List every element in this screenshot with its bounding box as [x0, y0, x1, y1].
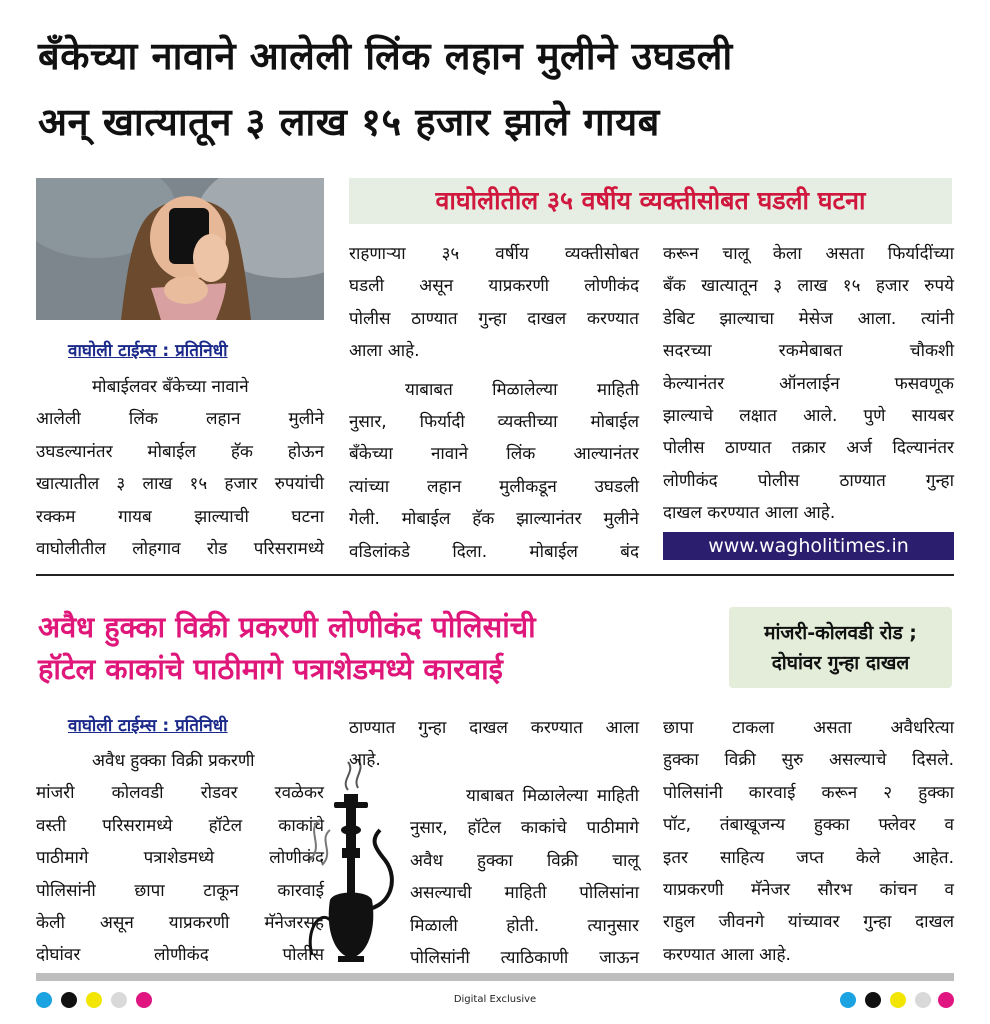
yellow-dot: [890, 992, 906, 1008]
text-line: याप्रकरणी मॅनेजर सौरभ कांचन व: [663, 880, 954, 901]
article-2-column-2: [349, 712, 639, 777]
byline-1-text: वाघोली टाईम्स : प्रतिनिधी: [68, 341, 228, 361]
text-line: पाठीमागे पत्राशेडमध्ये लोणीकंद: [36, 848, 324, 869]
headline-2-line1: अवैध हुक्का विक्री प्रकरणी लोणीकंद पोलिसांची: [38, 610, 536, 644]
hookah-icon: [300, 760, 410, 965]
text-line: पोलीस ठाण्यात तक्रार अर्ज दिल्यानंतर: [663, 438, 954, 459]
text-line: याबाबत मिळालेल्या माहिती: [405, 379, 639, 400]
text-line: बँक खात्यातून ३ लाख १५ हजार रुपये: [663, 276, 954, 297]
text-line: असल्याची माहिती पोलिसांना: [410, 883, 639, 904]
text-line: सदरच्या रकमेबाबत चौकशी: [663, 341, 954, 362]
text-line: राहणाऱ्या ३५ वर्षीय व्यक्तीसोबत: [349, 244, 639, 264]
text-line: मांजरी कोलवडी रोडवर रवळेकर: [36, 783, 324, 804]
text-line: हुक्का विक्री सुरु असल्याचे दिसले.: [663, 750, 954, 771]
text-line: बँकेच्या नावाने लिंक आल्यानंतर: [349, 444, 639, 465]
text-line: करण्यात आला आहे.: [663, 944, 791, 965]
headline-1-line1: बँकेच्या नावाने आलेली लिंक लहान मुलीने उघडली: [38, 34, 733, 78]
text-line: केली असून याप्रकरणी मॅनेजरसह: [36, 913, 324, 934]
text-line: आहे.: [349, 750, 381, 771]
byline-1: [68, 338, 228, 361]
subheadline-1: वाघोलीतील ३५ वर्षीय व्यक्तीसोबत घडली घटना: [349, 178, 952, 224]
text-line: अवैध हुक्का विक्री चालू: [410, 850, 639, 871]
yellow-dot: [86, 992, 102, 1008]
photo-illustration: [36, 178, 324, 320]
text-line: त्यांच्या लहान मुलीकडून उघडली: [349, 476, 639, 497]
text-line: पोलिसांनी छापा टाकून कारवाई: [36, 880, 324, 901]
text-line: वाघोलीतील लोहगाव रोड परिसरामध्ये: [36, 539, 324, 560]
text-line: आलेली लिंक लहान मुलीने: [36, 409, 324, 430]
headline-2-line2: हॉटेल काकांचे पाठीमागे पत्राशेडमध्ये कारवाई: [38, 652, 503, 686]
text-line: उघडल्यानंतर मोबाईल हॅक होऊन: [36, 441, 324, 462]
text-line: अवैध हुक्का विक्री प्रकरणी: [92, 751, 255, 771]
text-line: मिळाली होती. त्यानुसार: [410, 915, 639, 936]
text-line: नुसार, हॉटेल काकांचे पाठीमागे: [410, 818, 639, 839]
text-line: डेबिट झाल्याचा मेसेज आला. त्यांनी: [663, 308, 954, 329]
subheadline-2-line2: दोघांवर गुन्हा दाखल: [771, 651, 910, 674]
text-line: याबाबत मिळालेल्या माहिती: [466, 786, 639, 806]
black-dot: [61, 992, 77, 1008]
article-2-column-1: [36, 745, 324, 972]
text-line: रक्कम गायब झाल्याची घटना: [36, 506, 324, 527]
text-line: दोघांवर लोणीकंद पोलीस: [36, 945, 324, 966]
bottom-bar: [36, 973, 954, 981]
black-dot: [865, 992, 881, 1008]
headline-2: [38, 606, 728, 690]
text-line: मोबाईलवर बँकेच्या नावाने: [92, 377, 249, 397]
text-line: खात्यातील ३ लाख १५ हजार रुपयांची: [36, 474, 324, 495]
subheadline-2-line1: मांजरी-कोलवडी रोड ;: [764, 621, 917, 644]
text-line: पोलीस ठाण्यात गुन्हा दाखल करण्यात: [349, 308, 639, 329]
section-divider: [36, 574, 954, 576]
byline-2: [68, 713, 228, 736]
text-line: पॉट, तंबाखूजन्य हुक्का फ्लेवर व: [663, 815, 954, 836]
child-phone-photo: [36, 178, 324, 320]
text-line: ठाण्यात गुन्हा दाखल करण्यात आला: [349, 718, 639, 738]
text-line: घडली असून याप्रकरणी लोणीकंद: [349, 276, 639, 297]
text-line: वस्ती परिसरामध्ये हॉटेल काकांचे: [36, 815, 324, 836]
website-banner[interactable]: www.wagholitimes.in: [663, 532, 954, 560]
article-1-column-2: [349, 238, 639, 568]
text-line: गेली. मोबाईल हॅक झाल्यानंतर मुलीने: [349, 509, 639, 530]
text-line: पोलिसांनी कारवाई करून २ हुक्का: [663, 782, 954, 803]
article-1-column-3: [663, 238, 954, 530]
text-line: दाखल करण्यात आला आहे.: [663, 503, 836, 524]
text-line: इतर साहित्य जप्त केले आहेत.: [663, 847, 954, 868]
article-2-column-3: [663, 712, 954, 971]
article-1-column-1: [36, 371, 324, 565]
cyan-dot: [36, 992, 52, 1008]
hookah-illustration: [300, 760, 410, 965]
magenta-dot: [938, 992, 954, 1008]
text-line: करून चालू केला असता फिर्यादींच्या: [663, 244, 954, 264]
magenta-dot: [136, 992, 152, 1008]
text-line: राहुल जीवनगे यांच्यावर गुन्हा दाखल: [663, 912, 954, 933]
headline-1-line2: अन्‌ खात्यातून ३ लाख १५ हजार झाले गायब: [38, 100, 660, 144]
text-line: केल्यानंतर ऑनलाईन फसवणूक: [663, 373, 954, 394]
text-line: झाल्याचे लक्षात आले. पुणे सायबर: [663, 406, 954, 427]
grey-dot: [111, 992, 127, 1008]
footer-label: Digital Exclusive: [453, 994, 537, 1005]
text-line: वडिलांकडे दिला. मोबाईल बंद: [349, 541, 639, 562]
headline-1: [38, 28, 958, 150]
text-line: छापा टाकला असता अवैधरित्या: [663, 718, 954, 738]
text-line: नुसार, फिर्यादी व्यक्तीच्या मोबाईल: [349, 412, 639, 433]
cyan-dot: [840, 992, 856, 1008]
text-line: लोणीकंद पोलीस ठाण्यात गुन्हा: [663, 470, 954, 491]
text-line: आला आहे.: [349, 341, 420, 362]
byline-2-text: वाघोली टाईम्स : प्रतिनिधी: [68, 716, 228, 736]
subheadline-2-box: [729, 607, 952, 688]
grey-dot: [915, 992, 931, 1008]
article-2-column-2-continued: [410, 780, 639, 974]
text-line: पोलिसांनी त्याठिकाणी जाऊन: [410, 948, 639, 969]
